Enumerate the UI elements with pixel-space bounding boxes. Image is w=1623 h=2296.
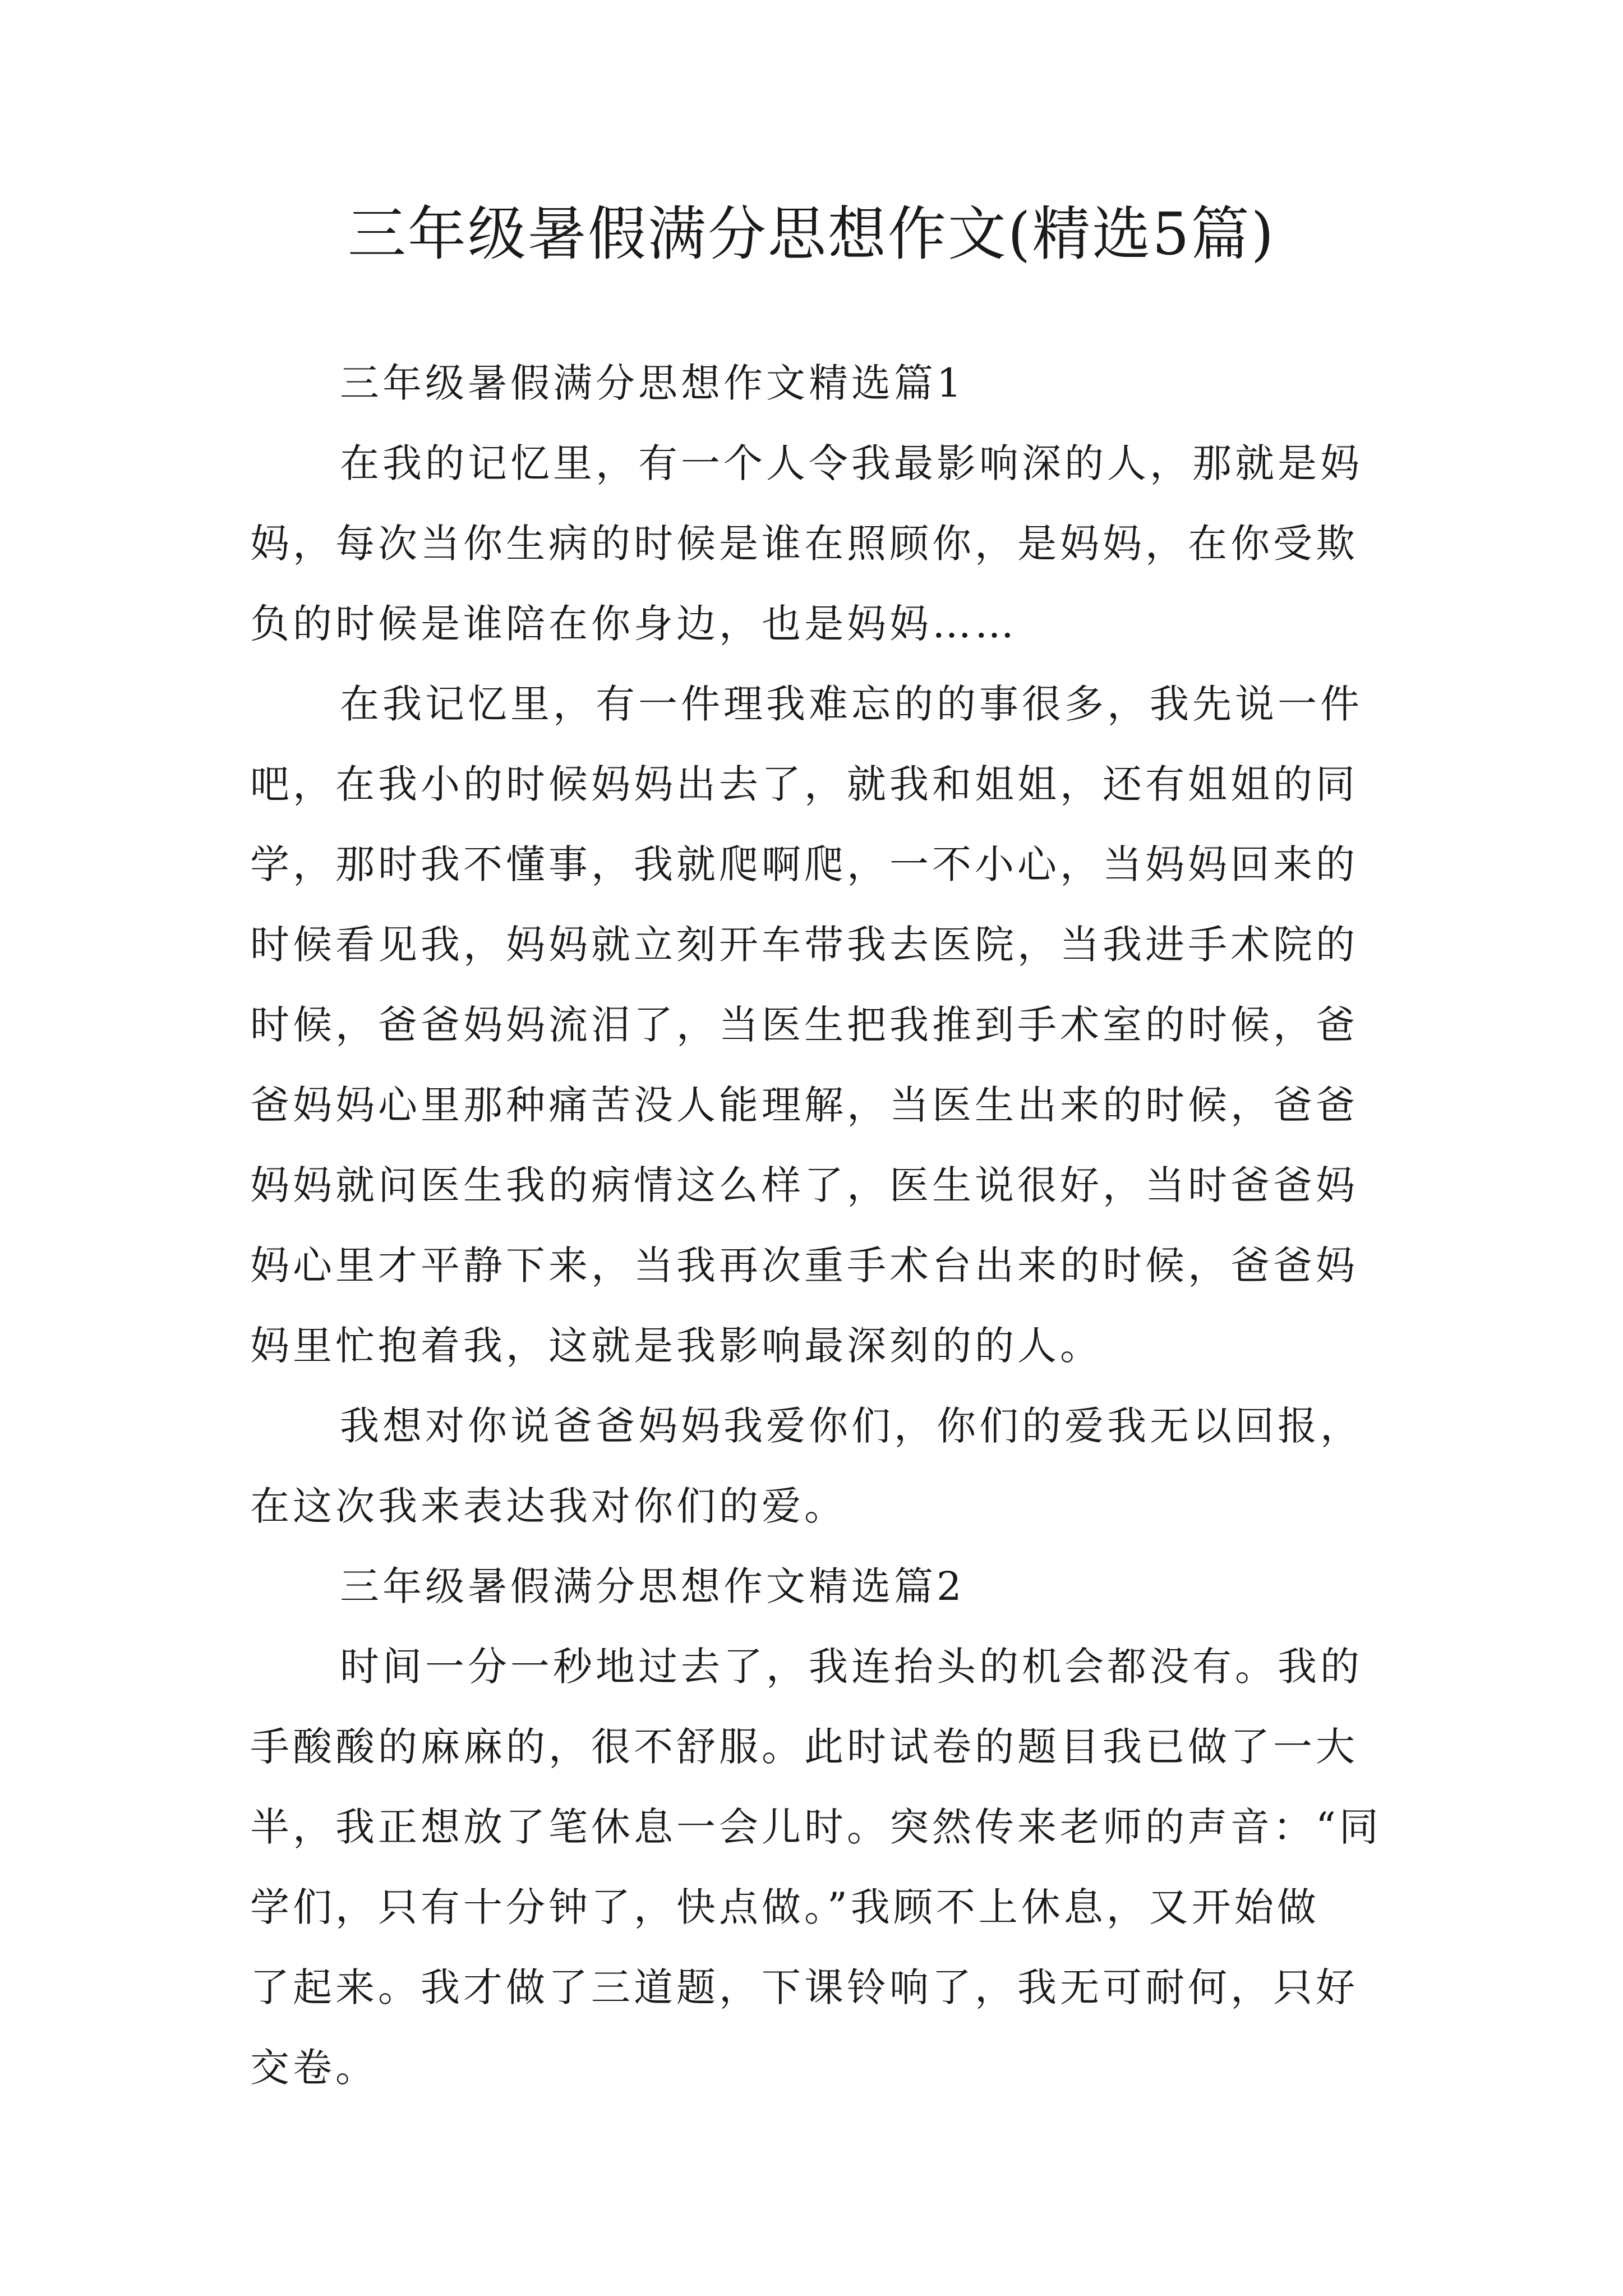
text-line: 学们，只有十分钟了，快点做。”我顾不上休息，又开始做 xyxy=(250,1884,1320,1930)
text-line: 学，那时我不懂事，我就爬啊爬，一不小心，当妈妈回来的 xyxy=(250,841,1358,887)
text-line: 妈，每次当你生病的时候是谁在照顾你，是妈妈，在你受欺 xyxy=(250,521,1358,567)
text-line: 时候，爸爸妈妈流泪了，当医生把我推到手术室的时候，爸 xyxy=(250,1002,1358,1048)
paragraph-start-line: 我想对你说爸爸妈妈我爱你们，你们的爱我无以回报， xyxy=(340,1403,1363,1449)
text-line: 爸妈妈心里那种痛苦没人能理解，当医生出来的时候，爸爸 xyxy=(250,1082,1358,1128)
paragraph-start-line: 在我的记忆里，有一个人令我最影响深的人，那就是妈 xyxy=(340,440,1363,486)
document-body xyxy=(250,343,1394,2108)
text-line: 妈里忙抱着我，这就是我影响最深刻的的人。 xyxy=(250,1323,1103,1369)
paragraph-start-line: 在我记忆里，有一件理我难忘的的事很多，我先说一件 xyxy=(340,681,1363,727)
text-line: 手酸酸的麻麻的，很不舒服。此时试卷的题目我已做了一大 xyxy=(250,1724,1358,1770)
text-line: 在这次我来表达我对你们的爱。 xyxy=(250,1483,847,1529)
text-line: 妈心里才平静下来，当我再次重手术台出来的时候，爸爸妈 xyxy=(250,1243,1358,1289)
text-line: 交卷。 xyxy=(250,2045,378,2091)
text-line: 吧，在我小的时候妈妈出去了，就我和姐姐，还有姐姐的同 xyxy=(250,761,1358,807)
text-line: 半，我正想放了笔休息一会儿时。突然传来老师的声音：“同 xyxy=(250,1804,1382,1850)
paragraph-start-line: 三年级暑假满分思想作文精选篇1 xyxy=(340,360,965,406)
paragraph-start-line: 三年级暑假满分思想作文精选篇2 xyxy=(340,1563,965,1609)
text-line: 负的时候是谁陪在你身边，也是妈妈…… xyxy=(250,601,1017,647)
text-line: 妈妈就问医生我的病情这么样了，医生说很好，当时爸爸妈 xyxy=(250,1162,1358,1208)
paragraph-start-line: 时间一分一秒地过去了，我连抬头的机会都没有。我的 xyxy=(340,1644,1363,1690)
text-line: 了起来。我才做了三道题，下课铃响了，我无可耐何，只好 xyxy=(250,1964,1358,2010)
text-line: 时候看见我，妈妈就立刻开车带我去医院，当我进手术院的 xyxy=(250,922,1358,968)
document-title: 三年级暑假满分思想作文(精选5篇) xyxy=(347,200,1276,268)
